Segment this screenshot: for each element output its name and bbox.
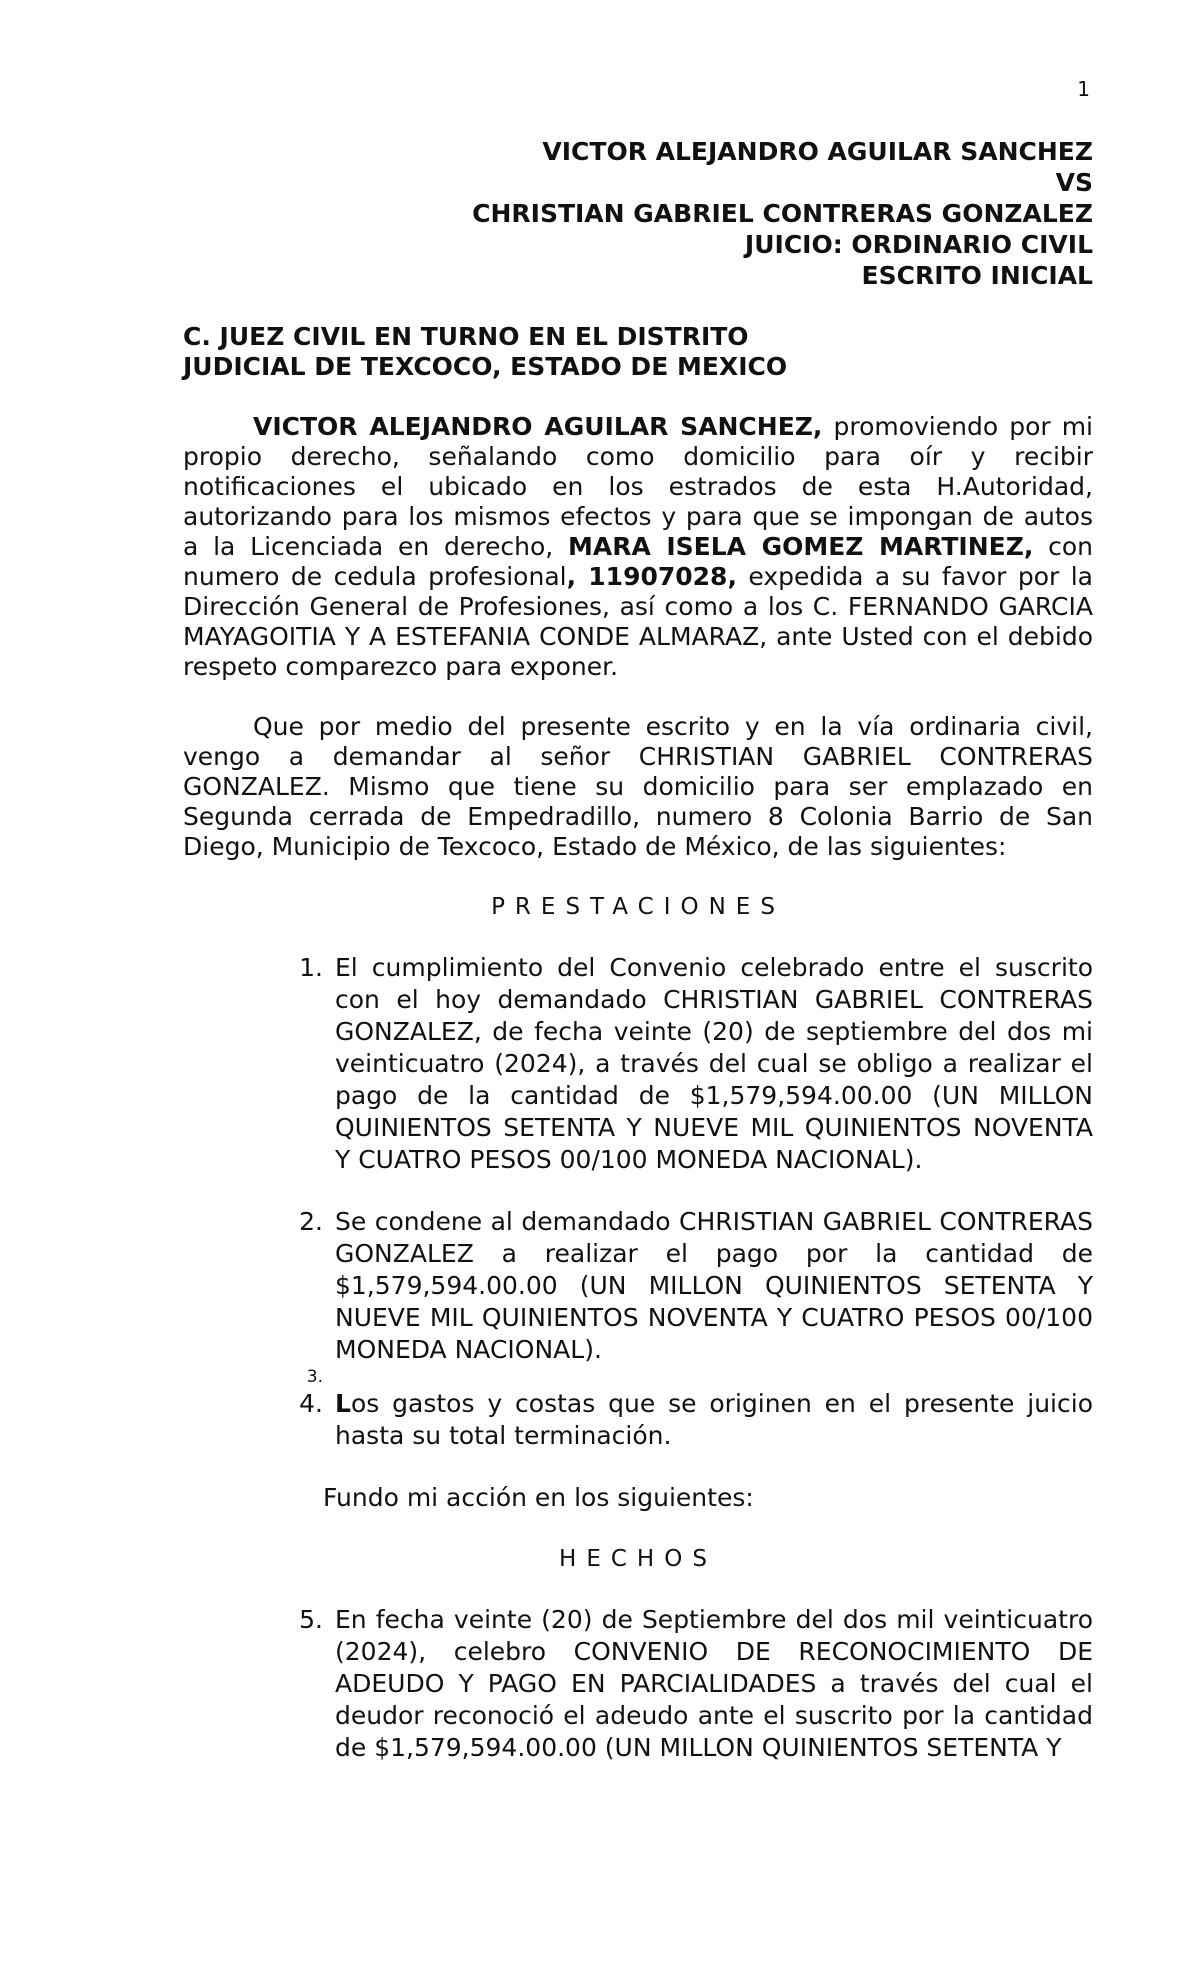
list-item: [183, 1388, 1093, 1452]
list-number: 3.: [306, 1367, 323, 1387]
intro-paragraph: [183, 412, 1093, 682]
lawyer-name: MARA ISELA GOMEZ MARTINEZ,: [568, 532, 1034, 561]
bold-initial: L: [335, 1389, 351, 1418]
addressee: [183, 322, 1093, 382]
list-number: 5.: [299, 1605, 323, 1634]
list-text: En fecha veinte (20) de Septiembre del dos mil veinticuatro (2024), celebro CONVENIO DE RECONOCIMIENTO DE ADEUDO Y PAGO EN PARCIALIDADES a través del cual el deudor reconoció el adeudo ante el suscrito por la cantidad de $1,579,594.00.00 (UN MILLON QUINIENTOS SETENTA Y: [335, 1605, 1093, 1762]
list-text: Se condene al demandado CHRISTIAN GABRIEL CONTRERAS GONZALEZ a realizar el pago por la cantidad de $1,579,594.00.00 (UN MILLON QUINIENTOS SETENTA Y NUEVE MIL QUINIENTOS NOVENTA Y CUATRO PESOS 00/100 MONEDA NACIONAL).: [335, 1207, 1093, 1364]
list-item: [183, 1366, 1093, 1388]
page-number: 1: [1077, 77, 1090, 101]
fundo-line: Fundo mi acción en los siguientes:: [323, 1483, 754, 1512]
header-vs: VS: [1055, 168, 1093, 197]
header-plaintiff: VICTOR ALEJANDRO AGUILAR SANCHEZ: [542, 137, 1093, 166]
list-text: Los gastos y costas que se originen en el presente juicio hasta su total terminación.: [335, 1389, 1093, 1450]
intro-text-1: promoviendo por mi propio derecho, señalando como domicilio para oír y recibir notificaciones el ubicado en los estrados de esta H.Autoridad, autorizando para los mismos efectos y para que se impongan de autos a la Licenciada en derecho,: [183, 412, 1093, 561]
header-trial-type: JUICIO: ORDINARIO CIVIL: [744, 230, 1093, 259]
addressee-line-1: C. JUEZ CIVIL EN TURNO EN EL DISTRITO: [183, 322, 749, 351]
hechos-heading: HECHOS: [559, 1546, 717, 1572]
list-number: 1.: [299, 953, 323, 982]
list-item: [183, 1206, 1093, 1366]
plaintiff-name: VICTOR ALEJANDRO AGUILAR SANCHEZ,: [253, 412, 823, 441]
cedula-number: , 11907028,: [566, 562, 737, 591]
list-item: [183, 1604, 1093, 1764]
list-text: El cumplimiento del Convenio celebrado entre el suscrito con el hoy demandado CHRISTIAN GABRIEL CONTRERAS GONZALEZ, de fecha veinte (20) de septiembre del dos mi veinticuatro (2024), a través del cual se obligo a realizar el pago de la cantidad de $1,579,594.00.00 (UN MILLON QUINIENTOS SETENTA Y NUEVE MIL QUINIENTOS NOVENTA Y CUATRO PESOS 00/100 MONEDA NACIONAL).: [335, 953, 1093, 1174]
list-text: [335, 1366, 1093, 1388]
intro-text-2: con numero de cedula profesional: [183, 532, 1094, 591]
addressee-line-2: JUDICIAL DE TEXCOCO, ESTADO DE MEXICO: [183, 352, 788, 381]
list-number: 2.: [299, 1207, 323, 1236]
header-document-type: ESCRITO INICIAL: [861, 261, 1093, 290]
list-number: 4.: [299, 1389, 323, 1418]
list-item: [183, 952, 1093, 1176]
case-header: [183, 0, 1093, 291]
intro-text-3: expedida a su favor por la Dirección General de Profesiones, así como a los C. FERNANDO GARCIA MAYAGOITIA Y A ESTEFANIA CONDE ALMARAZ, ante Usted con el debido respeto comparezco para exponer.: [183, 562, 1093, 681]
prestaciones-heading: PRESTACIONES: [491, 894, 785, 920]
demand-paragraph: Que por medio del presente escrito y en la vía ordinaria civil, vengo a demandar al señor CHRISTIAN GABRIEL CONTRERAS GONZALEZ. Mismo que tiene su domicilio para ser emplazado en Segunda cerrada de Empedradillo, numero 8 Colonia Barrio de San Diego, Municipio de Texcoco, Estado de México, de las siguientes:: [183, 712, 1093, 861]
header-defendant: CHRISTIAN GABRIEL CONTRERAS GONZALEZ: [472, 199, 1093, 228]
